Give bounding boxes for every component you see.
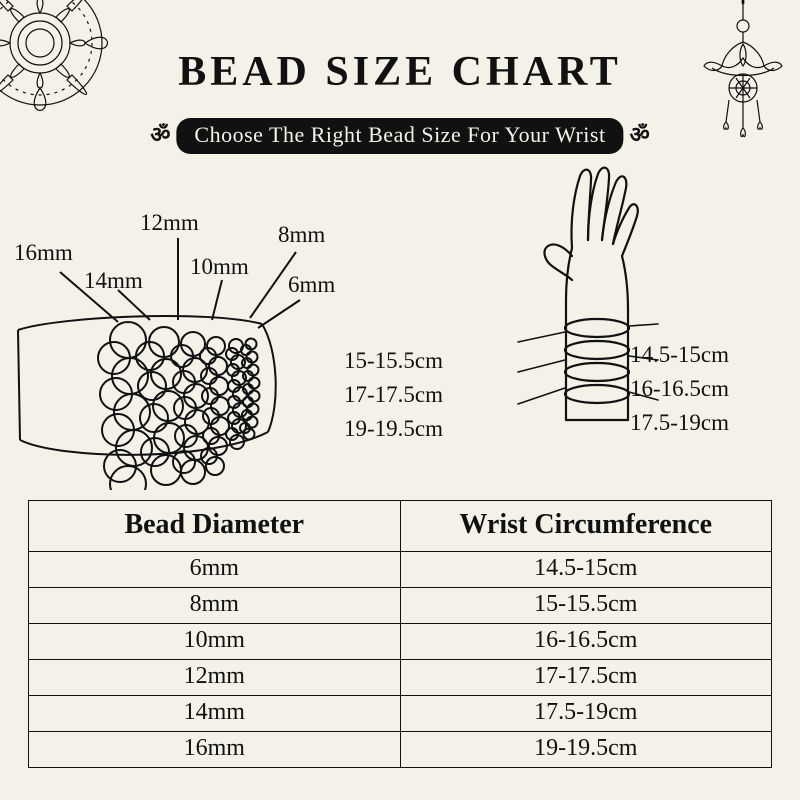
bead-label-6mm: 6mm — [288, 272, 336, 297]
cell-bead-diameter: 8mm — [29, 588, 401, 624]
column-header-wrist-circumference: Wrist Circumference — [400, 501, 772, 552]
cell-bead-diameter: 14mm — [29, 696, 401, 732]
wrist-label-right-17.5-19cm: 17.5-19cm — [630, 410, 730, 435]
cell-wrist-circumference: 15-15.5cm — [400, 588, 772, 624]
table-row — [29, 696, 772, 732]
cell-bead-diameter: 16mm — [29, 732, 401, 768]
cell-wrist-circumference: 14.5-15cm — [400, 552, 772, 588]
cell-wrist-circumference: 19-19.5cm — [400, 732, 772, 768]
table-row — [29, 660, 772, 696]
subtitle-text: Choose The Right Bead Size For Your Wrist — [176, 118, 623, 154]
cell-bead-diameter: 12mm — [29, 660, 401, 696]
column-header-bead-diameter: Bead Diameter — [29, 501, 401, 552]
hand-with-bracelets-illustration — [500, 160, 660, 450]
page-title: BEAD SIZE CHART — [178, 49, 622, 95]
bead-label-10mm: 10mm — [190, 254, 249, 279]
wrist-label-left-17-17.5cm: 17-17.5cm — [344, 382, 444, 407]
table-header-row — [29, 501, 772, 552]
bead-label-16mm: 16mm — [14, 240, 73, 265]
bead-bracelet-illustration — [0, 160, 400, 490]
bead-size-table — [28, 500, 772, 768]
table-row — [29, 588, 772, 624]
table-row — [29, 624, 772, 660]
cell-wrist-circumference: 17-17.5cm — [400, 660, 772, 696]
cell-wrist-circumference: 16-16.5cm — [400, 624, 772, 660]
wrist-label-left-15-15.5cm: 15-15.5cm — [344, 348, 444, 373]
table-row — [29, 732, 772, 768]
diagram-area — [0, 160, 800, 490]
cell-wrist-circumference: 17.5-19cm — [400, 696, 772, 732]
bead-label-12mm: 12mm — [140, 210, 199, 235]
wrist-label-right-14.5-15cm: 14.5-15cm — [630, 342, 730, 367]
subtitle-banner — [150, 118, 649, 154]
wrist-label-right-16-16.5cm: 16-16.5cm — [630, 376, 730, 401]
flourish-left-icon: ॐ — [150, 123, 171, 148]
bead-label-8mm: 8mm — [278, 222, 326, 247]
cell-bead-diameter: 6mm — [29, 552, 401, 588]
table-row — [29, 552, 772, 588]
wrist-label-left-19-19.5cm: 19-19.5cm — [344, 416, 444, 441]
cell-bead-diameter: 10mm — [29, 624, 401, 660]
bead-label-14mm: 14mm — [84, 268, 143, 293]
flourish-right-icon: ॐ — [629, 123, 650, 148]
